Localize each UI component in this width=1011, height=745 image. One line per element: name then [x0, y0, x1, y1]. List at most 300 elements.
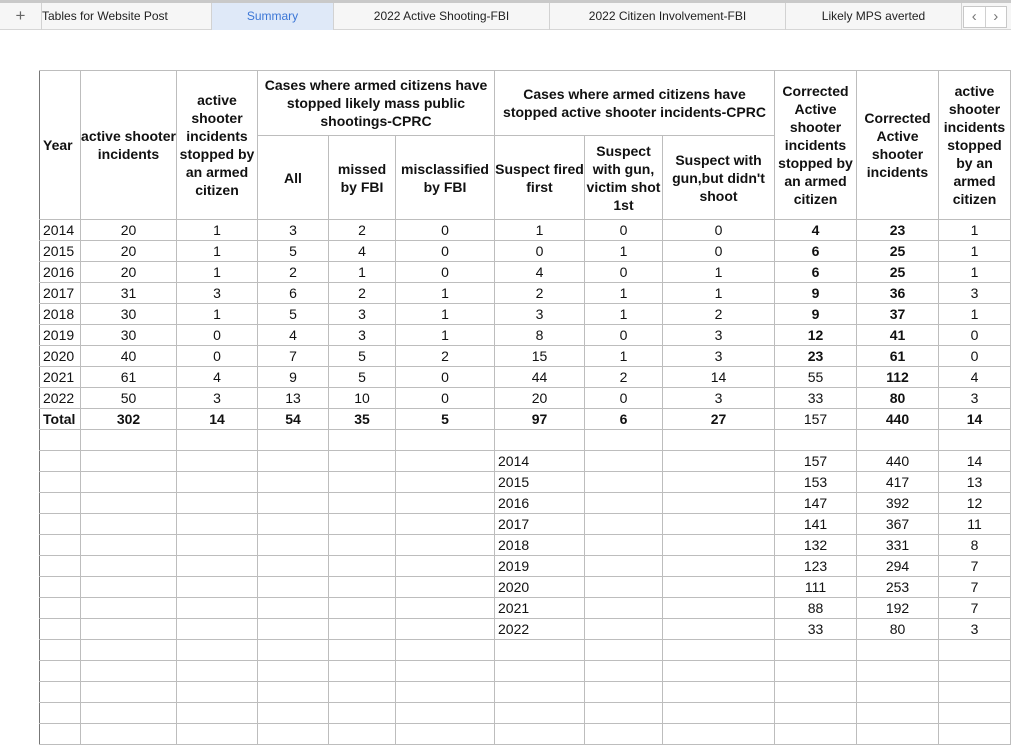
- cell-b[interactable]: 0: [177, 346, 258, 367]
- empty-cell[interactable]: [177, 556, 258, 577]
- cell-a[interactable]: 40: [81, 346, 177, 367]
- empty-cell[interactable]: [495, 661, 585, 682]
- empty-cell[interactable]: [663, 451, 775, 472]
- cumulative-year-cell[interactable]: 2020: [495, 577, 585, 598]
- cell-cs[interactable]: 6: [775, 262, 857, 283]
- empty-cell[interactable]: [495, 703, 585, 724]
- empty-cell[interactable]: [663, 535, 775, 556]
- empty-cell[interactable]: [329, 430, 396, 451]
- cell-ca[interactable]: 61: [857, 346, 939, 367]
- cumulative-cell-s2[interactable]: 8: [939, 535, 1011, 556]
- cell-b[interactable]: 1: [177, 304, 258, 325]
- empty-cell[interactable]: [40, 640, 81, 661]
- cell-sf[interactable]: 1: [495, 220, 585, 241]
- empty-cell[interactable]: [663, 724, 775, 745]
- cell-missed[interactable]: 2: [329, 220, 396, 241]
- tab-summary[interactable]: [212, 3, 334, 30]
- cell-missed[interactable]: 2: [329, 283, 396, 304]
- empty-cell[interactable]: [329, 703, 396, 724]
- empty-cell[interactable]: [585, 703, 663, 724]
- cell-b[interactable]: 3: [177, 283, 258, 304]
- empty-cell[interactable]: [81, 535, 177, 556]
- empty-cell[interactable]: [396, 661, 495, 682]
- cell-mis[interactable]: 0: [396, 262, 495, 283]
- empty-cell[interactable]: [258, 493, 329, 514]
- cell-sn[interactable]: 1: [663, 262, 775, 283]
- cell-ca[interactable]: 80: [857, 388, 939, 409]
- empty-cell[interactable]: [177, 703, 258, 724]
- empty-cell[interactable]: [258, 577, 329, 598]
- cell-mis[interactable]: 0: [396, 367, 495, 388]
- cell-s2[interactable]: 0: [939, 325, 1011, 346]
- tab-tables-for-website-post[interactable]: [42, 3, 212, 30]
- empty-cell[interactable]: [258, 703, 329, 724]
- empty-cell[interactable]: [585, 724, 663, 745]
- empty-cell[interactable]: [585, 598, 663, 619]
- empty-cell[interactable]: [81, 640, 177, 661]
- total-cell-all[interactable]: 54: [258, 409, 329, 430]
- cell-mis[interactable]: 0: [396, 241, 495, 262]
- cumulative-cell-ca[interactable]: 392: [857, 493, 939, 514]
- empty-cell[interactable]: [396, 577, 495, 598]
- empty-cell[interactable]: [177, 430, 258, 451]
- empty-cell[interactable]: [258, 598, 329, 619]
- empty-cell[interactable]: [939, 682, 1011, 703]
- cell-sv[interactable]: 0: [585, 388, 663, 409]
- tab-likely-mps-averted[interactable]: [786, 3, 962, 30]
- empty-cell[interactable]: [258, 451, 329, 472]
- cell-s2[interactable]: 1: [939, 220, 1011, 241]
- cumulative-cell-cs[interactable]: 33: [775, 619, 857, 640]
- empty-cell[interactable]: [663, 430, 775, 451]
- cell-sv[interactable]: 1: [585, 241, 663, 262]
- empty-cell[interactable]: [663, 640, 775, 661]
- cell-sv[interactable]: 1: [585, 283, 663, 304]
- cumulative-cell-s2[interactable]: 3: [939, 619, 1011, 640]
- empty-cell[interactable]: [177, 640, 258, 661]
- empty-cell[interactable]: [329, 640, 396, 661]
- empty-cell[interactable]: [663, 682, 775, 703]
- cell-all[interactable]: 4: [258, 325, 329, 346]
- cell-missed[interactable]: 5: [329, 367, 396, 388]
- cell-sf[interactable]: 4: [495, 262, 585, 283]
- cell-sn[interactable]: 0: [663, 241, 775, 262]
- cell-all[interactable]: 7: [258, 346, 329, 367]
- empty-cell[interactable]: [663, 598, 775, 619]
- empty-cell[interactable]: [857, 682, 939, 703]
- empty-cell[interactable]: [663, 577, 775, 598]
- cell-b[interactable]: 4: [177, 367, 258, 388]
- cell-sf[interactable]: 0: [495, 241, 585, 262]
- cell-sn[interactable]: 3: [663, 325, 775, 346]
- empty-cell[interactable]: [495, 430, 585, 451]
- cumulative-cell-s2[interactable]: 14: [939, 451, 1011, 472]
- empty-cell[interactable]: [857, 661, 939, 682]
- empty-cell[interactable]: [396, 703, 495, 724]
- empty-cell[interactable]: [396, 535, 495, 556]
- year-cell[interactable]: 2015: [40, 241, 81, 262]
- empty-cell[interactable]: [40, 451, 81, 472]
- cell-b[interactable]: 1: [177, 241, 258, 262]
- empty-cell[interactable]: [81, 493, 177, 514]
- empty-cell[interactable]: [40, 556, 81, 577]
- empty-cell[interactable]: [40, 472, 81, 493]
- empty-cell[interactable]: [258, 724, 329, 745]
- total-cell-s2[interactable]: 14: [939, 409, 1011, 430]
- cumulative-cell-ca[interactable]: 253: [857, 577, 939, 598]
- empty-cell[interactable]: [663, 703, 775, 724]
- cell-mis[interactable]: 2: [396, 346, 495, 367]
- empty-cell[interactable]: [177, 514, 258, 535]
- cumulative-year-cell[interactable]: 2021: [495, 598, 585, 619]
- empty-cell[interactable]: [396, 619, 495, 640]
- empty-cell[interactable]: [177, 577, 258, 598]
- cell-a[interactable]: 20: [81, 241, 177, 262]
- cumulative-cell-s2[interactable]: 7: [939, 556, 1011, 577]
- empty-cell[interactable]: [585, 493, 663, 514]
- cumulative-cell-cs[interactable]: 88: [775, 598, 857, 619]
- empty-cell[interactable]: [329, 493, 396, 514]
- empty-cell[interactable]: [329, 556, 396, 577]
- cell-b[interactable]: 1: [177, 220, 258, 241]
- year-cell[interactable]: 2021: [40, 367, 81, 388]
- cumulative-year-cell[interactable]: 2016: [495, 493, 585, 514]
- cell-all[interactable]: 5: [258, 304, 329, 325]
- empty-cell[interactable]: [81, 661, 177, 682]
- cell-sn[interactable]: 1: [663, 283, 775, 304]
- empty-cell[interactable]: [495, 682, 585, 703]
- empty-cell[interactable]: [775, 682, 857, 703]
- empty-cell[interactable]: [177, 451, 258, 472]
- cell-all[interactable]: 2: [258, 262, 329, 283]
- empty-cell[interactable]: [329, 472, 396, 493]
- cumulative-cell-ca[interactable]: 331: [857, 535, 939, 556]
- cumulative-year-cell[interactable]: 2014: [495, 451, 585, 472]
- year-cell[interactable]: 2020: [40, 346, 81, 367]
- empty-cell[interactable]: [177, 472, 258, 493]
- total-cell-sv[interactable]: 6: [585, 409, 663, 430]
- empty-cell[interactable]: [258, 661, 329, 682]
- cell-b[interactable]: 1: [177, 262, 258, 283]
- cumulative-cell-ca[interactable]: 294: [857, 556, 939, 577]
- empty-cell[interactable]: [396, 430, 495, 451]
- empty-cell[interactable]: [939, 661, 1011, 682]
- empty-cell[interactable]: [40, 577, 81, 598]
- cumulative-cell-ca[interactable]: 440: [857, 451, 939, 472]
- cell-sn[interactable]: 14: [663, 367, 775, 388]
- empty-cell[interactable]: [177, 598, 258, 619]
- empty-cell[interactable]: [258, 682, 329, 703]
- empty-cell[interactable]: [396, 556, 495, 577]
- cell-all[interactable]: 6: [258, 283, 329, 304]
- empty-cell[interactable]: [396, 598, 495, 619]
- cell-ca[interactable]: 36: [857, 283, 939, 304]
- empty-cell[interactable]: [585, 556, 663, 577]
- cell-a[interactable]: 30: [81, 304, 177, 325]
- cumulative-cell-s2[interactable]: 11: [939, 514, 1011, 535]
- cell-s2[interactable]: 1: [939, 304, 1011, 325]
- cell-sv[interactable]: 0: [585, 262, 663, 283]
- empty-cell[interactable]: [177, 619, 258, 640]
- empty-cell[interactable]: [939, 640, 1011, 661]
- add-sheet-icon[interactable]: +: [0, 3, 42, 30]
- empty-cell[interactable]: [258, 535, 329, 556]
- empty-cell[interactable]: [329, 682, 396, 703]
- empty-cell[interactable]: [663, 493, 775, 514]
- cell-missed[interactable]: 10: [329, 388, 396, 409]
- empty-cell[interactable]: [396, 724, 495, 745]
- empty-cell[interactable]: [396, 493, 495, 514]
- cumulative-year-cell[interactable]: 2022: [495, 619, 585, 640]
- empty-cell[interactable]: [939, 724, 1011, 745]
- cumulative-year-cell[interactable]: 2019: [495, 556, 585, 577]
- empty-cell[interactable]: [81, 556, 177, 577]
- total-cell-cs[interactable]: 157: [775, 409, 857, 430]
- cell-missed[interactable]: 5: [329, 346, 396, 367]
- cell-cs[interactable]: 6: [775, 241, 857, 262]
- empty-cell[interactable]: [663, 514, 775, 535]
- total-cell-ca[interactable]: 440: [857, 409, 939, 430]
- empty-cell[interactable]: [40, 661, 81, 682]
- empty-cell[interactable]: [81, 514, 177, 535]
- empty-cell[interactable]: [329, 724, 396, 745]
- empty-cell[interactable]: [40, 703, 81, 724]
- cell-all[interactable]: 5: [258, 241, 329, 262]
- empty-cell[interactable]: [40, 430, 81, 451]
- cell-a[interactable]: 20: [81, 220, 177, 241]
- empty-cell[interactable]: [495, 640, 585, 661]
- cell-sf[interactable]: 15: [495, 346, 585, 367]
- empty-cell[interactable]: [258, 430, 329, 451]
- empty-cell[interactable]: [585, 640, 663, 661]
- empty-cell[interactable]: [81, 724, 177, 745]
- cell-missed[interactable]: 4: [329, 241, 396, 262]
- empty-cell[interactable]: [939, 703, 1011, 724]
- cell-s2[interactable]: 3: [939, 283, 1011, 304]
- cumulative-cell-cs[interactable]: 147: [775, 493, 857, 514]
- cell-s2[interactable]: 1: [939, 262, 1011, 283]
- year-cell[interactable]: 2018: [40, 304, 81, 325]
- empty-cell[interactable]: [177, 535, 258, 556]
- empty-cell[interactable]: [40, 598, 81, 619]
- empty-cell[interactable]: [81, 451, 177, 472]
- year-cell[interactable]: 2014: [40, 220, 81, 241]
- cell-all[interactable]: 3: [258, 220, 329, 241]
- cumulative-cell-ca[interactable]: 367: [857, 514, 939, 535]
- empty-cell[interactable]: [81, 430, 177, 451]
- empty-cell[interactable]: [329, 451, 396, 472]
- empty-cell[interactable]: [585, 514, 663, 535]
- cumulative-cell-ca[interactable]: 417: [857, 472, 939, 493]
- cell-s2[interactable]: 1: [939, 241, 1011, 262]
- year-cell[interactable]: 2019: [40, 325, 81, 346]
- empty-cell[interactable]: [585, 430, 663, 451]
- cell-missed[interactable]: 3: [329, 325, 396, 346]
- empty-cell[interactable]: [585, 682, 663, 703]
- cell-mis[interactable]: 0: [396, 220, 495, 241]
- empty-cell[interactable]: [40, 535, 81, 556]
- empty-cell[interactable]: [81, 598, 177, 619]
- empty-cell[interactable]: [329, 661, 396, 682]
- cell-a[interactable]: 20: [81, 262, 177, 283]
- empty-cell[interactable]: [775, 640, 857, 661]
- empty-cell[interactable]: [81, 619, 177, 640]
- empty-cell[interactable]: [775, 430, 857, 451]
- empty-cell[interactable]: [81, 703, 177, 724]
- empty-cell[interactable]: [258, 619, 329, 640]
- cell-cs[interactable]: 12: [775, 325, 857, 346]
- cell-mis[interactable]: 0: [396, 388, 495, 409]
- empty-cell[interactable]: [258, 514, 329, 535]
- empty-cell[interactable]: [585, 661, 663, 682]
- empty-cell[interactable]: [775, 661, 857, 682]
- cell-sf[interactable]: 2: [495, 283, 585, 304]
- cell-cs[interactable]: 9: [775, 283, 857, 304]
- empty-cell[interactable]: [177, 661, 258, 682]
- cell-sn[interactable]: 0: [663, 220, 775, 241]
- cumulative-cell-cs[interactable]: 153: [775, 472, 857, 493]
- cell-b[interactable]: 3: [177, 388, 258, 409]
- empty-cell[interactable]: [857, 724, 939, 745]
- total-cell-missed[interactable]: 35: [329, 409, 396, 430]
- cell-sv[interactable]: 1: [585, 346, 663, 367]
- cumulative-cell-cs[interactable]: 111: [775, 577, 857, 598]
- cell-sv[interactable]: 0: [585, 325, 663, 346]
- total-cell-sn[interactable]: 27: [663, 409, 775, 430]
- tab-2022-citizen-involvement-fbi[interactable]: [550, 3, 786, 30]
- empty-cell[interactable]: [396, 682, 495, 703]
- cumulative-cell-s2[interactable]: 13: [939, 472, 1011, 493]
- cumulative-cell-ca[interactable]: 80: [857, 619, 939, 640]
- empty-cell[interactable]: [663, 556, 775, 577]
- empty-cell[interactable]: [329, 535, 396, 556]
- cell-sv[interactable]: 0: [585, 220, 663, 241]
- cell-missed[interactable]: 1: [329, 262, 396, 283]
- empty-cell[interactable]: [857, 430, 939, 451]
- cell-s2[interactable]: 4: [939, 367, 1011, 388]
- cell-s2[interactable]: 0: [939, 346, 1011, 367]
- year-cell[interactable]: 2022: [40, 388, 81, 409]
- empty-cell[interactable]: [585, 535, 663, 556]
- cell-a[interactable]: 61: [81, 367, 177, 388]
- empty-cell[interactable]: [663, 472, 775, 493]
- cell-cs[interactable]: 4: [775, 220, 857, 241]
- empty-cell[interactable]: [40, 682, 81, 703]
- cell-cs[interactable]: 9: [775, 304, 857, 325]
- cell-sv[interactable]: 1: [585, 304, 663, 325]
- total-cell-sf[interactable]: 97: [495, 409, 585, 430]
- cell-mis[interactable]: 1: [396, 304, 495, 325]
- empty-cell[interactable]: [939, 430, 1011, 451]
- empty-cell[interactable]: [177, 682, 258, 703]
- cell-ca[interactable]: 112: [857, 367, 939, 388]
- cumulative-cell-s2[interactable]: 7: [939, 598, 1011, 619]
- cumulative-cell-s2[interactable]: 12: [939, 493, 1011, 514]
- cell-sv[interactable]: 2: [585, 367, 663, 388]
- empty-cell[interactable]: [585, 451, 663, 472]
- empty-cell[interactable]: [857, 703, 939, 724]
- empty-cell[interactable]: [663, 619, 775, 640]
- cumulative-cell-cs[interactable]: 132: [775, 535, 857, 556]
- year-cell[interactable]: 2016: [40, 262, 81, 283]
- total-label-cell[interactable]: Total: [40, 409, 81, 430]
- cell-ca[interactable]: 23: [857, 220, 939, 241]
- empty-cell[interactable]: [663, 661, 775, 682]
- cumulative-cell-s2[interactable]: 7: [939, 577, 1011, 598]
- cell-s2[interactable]: 3: [939, 388, 1011, 409]
- cumulative-year-cell[interactable]: 2017: [495, 514, 585, 535]
- cell-sf[interactable]: 3: [495, 304, 585, 325]
- cell-all[interactable]: 13: [258, 388, 329, 409]
- cell-missed[interactable]: 3: [329, 304, 396, 325]
- cumulative-cell-cs[interactable]: 123: [775, 556, 857, 577]
- empty-cell[interactable]: [585, 577, 663, 598]
- empty-cell[interactable]: [396, 472, 495, 493]
- cell-ca[interactable]: 41: [857, 325, 939, 346]
- empty-cell[interactable]: [329, 514, 396, 535]
- empty-cell[interactable]: [81, 682, 177, 703]
- cell-cs[interactable]: 55: [775, 367, 857, 388]
- cumulative-cell-cs[interactable]: 157: [775, 451, 857, 472]
- cumulative-year-cell[interactable]: 2015: [495, 472, 585, 493]
- cell-ca[interactable]: 25: [857, 241, 939, 262]
- empty-cell[interactable]: [396, 514, 495, 535]
- cell-sf[interactable]: 20: [495, 388, 585, 409]
- empty-cell[interactable]: [585, 619, 663, 640]
- cell-cs[interactable]: 33: [775, 388, 857, 409]
- cell-b[interactable]: 0: [177, 325, 258, 346]
- empty-cell[interactable]: [81, 577, 177, 598]
- empty-cell[interactable]: [40, 724, 81, 745]
- empty-cell[interactable]: [329, 619, 396, 640]
- empty-cell[interactable]: [775, 703, 857, 724]
- year-cell[interactable]: 2017: [40, 283, 81, 304]
- cell-sf[interactable]: 8: [495, 325, 585, 346]
- cell-sn[interactable]: 3: [663, 388, 775, 409]
- empty-cell[interactable]: [775, 724, 857, 745]
- cumulative-year-cell[interactable]: 2018: [495, 535, 585, 556]
- empty-cell[interactable]: [40, 514, 81, 535]
- cell-sn[interactable]: 2: [663, 304, 775, 325]
- empty-cell[interactable]: [177, 724, 258, 745]
- cell-a[interactable]: 50: [81, 388, 177, 409]
- cell-sf[interactable]: 44: [495, 367, 585, 388]
- empty-cell[interactable]: [258, 640, 329, 661]
- empty-cell[interactable]: [396, 640, 495, 661]
- empty-cell[interactable]: [857, 640, 939, 661]
- chevron-right-icon[interactable]: ›: [985, 7, 1007, 27]
- cumulative-cell-cs[interactable]: 141: [775, 514, 857, 535]
- total-cell-mis[interactable]: 5: [396, 409, 495, 430]
- empty-cell[interactable]: [81, 472, 177, 493]
- total-cell-b[interactable]: 14: [177, 409, 258, 430]
- cell-a[interactable]: 31: [81, 283, 177, 304]
- empty-cell[interactable]: [40, 493, 81, 514]
- tab-2022-active-shooting-fbi[interactable]: [334, 3, 550, 30]
- cell-cs[interactable]: 23: [775, 346, 857, 367]
- cell-a[interactable]: 30: [81, 325, 177, 346]
- cell-ca[interactable]: 25: [857, 262, 939, 283]
- chevron-left-icon[interactable]: ‹: [971, 8, 977, 25]
- cell-mis[interactable]: 1: [396, 283, 495, 304]
- empty-cell[interactable]: [258, 472, 329, 493]
- empty-cell[interactable]: [585, 472, 663, 493]
- empty-cell[interactable]: [40, 619, 81, 640]
- cumulative-cell-ca[interactable]: 192: [857, 598, 939, 619]
- empty-cell[interactable]: [258, 556, 329, 577]
- empty-cell[interactable]: [329, 577, 396, 598]
- empty-cell[interactable]: [495, 724, 585, 745]
